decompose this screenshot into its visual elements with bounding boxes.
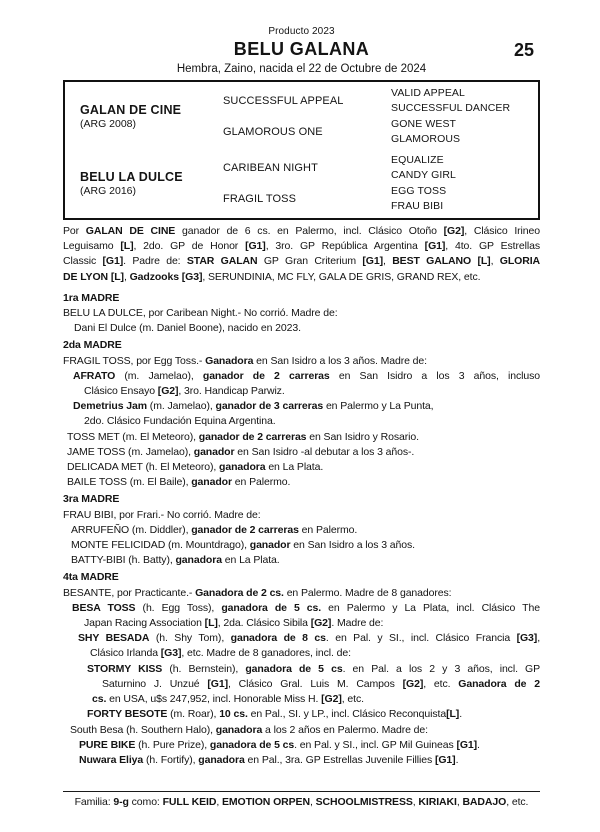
emphasis-text: ganadora de 5 cs — [209, 738, 295, 751]
sire-origin: (ARG 2008) — [80, 117, 137, 130]
emphasis-text: ganadora — [215, 723, 263, 736]
emphasis-text: GALAN DE CINE — [85, 225, 176, 237]
page-title: BELU GALANA — [233, 39, 370, 59]
text-line — [63, 738, 540, 753]
plain-text: , SERUNDINIA, MC FLY, GALA DE GRIS, GRAND REX, etc. — [202, 270, 481, 283]
emphasis-text: cs. — [92, 693, 107, 706]
emphasis-text: ganador de 2 carreras — [191, 523, 299, 536]
plain-text: en Pal., SI. y LP., incl. Clásico Reconquista — [247, 708, 447, 721]
plain-text: en Pal., 3ra. GP Estrellas Juvenile Fillies — [244, 753, 435, 766]
emphasis-text: 9-g — [113, 796, 129, 809]
text-line — [63, 306, 540, 321]
text-line — [63, 475, 540, 490]
emphasis-text: [G2] — [321, 693, 342, 706]
emphasis-text: PURE BIKE — [79, 738, 136, 751]
emphasis-text: ganadora de 8 cs — [230, 632, 326, 645]
emphasis-text: [G1] — [456, 738, 478, 751]
plain-text: . — [477, 738, 480, 751]
plain-text: , — [490, 255, 500, 268]
great-grandparent-name: EQUALIZE — [391, 154, 444, 166]
sire-block — [65, 85, 538, 147]
plain-text: FRAU BIBI, por Frari.- No corrió. Madre de: — [63, 508, 261, 521]
emphasis-text: DE LYON [L] — [63, 270, 124, 283]
emphasis-text: [G2] — [443, 225, 465, 237]
plain-text: como: — [128, 796, 163, 809]
text-line — [63, 692, 540, 707]
plain-text: (h. Bernstein), — [162, 662, 246, 675]
plain-text: en San Isidro a los 3 años, incluso — [329, 369, 541, 382]
text-line — [63, 723, 540, 738]
plain-text: en San Isidro y Rosario. — [306, 430, 419, 443]
emphasis-text: FULL KEID — [162, 796, 217, 809]
emphasis-text: [G1] — [362, 255, 383, 268]
plain-text: BELU LA DULCE, por Caribean Night.- No corrió. Madre de: — [63, 307, 338, 320]
dam-name: BELU LA DULCE — [80, 169, 183, 184]
plain-text: , — [412, 796, 419, 809]
plain-text: Dani El Dulce (m. Daniel Boone), nacido en 2023. — [74, 322, 301, 335]
text-line — [63, 523, 540, 538]
great-grandparents — [391, 117, 538, 146]
plain-text: en Palermo y La Punta, — [323, 400, 434, 413]
text-line — [63, 553, 540, 568]
plain-text: MONTE FELICIDAD (m. Mountdrago), — [71, 539, 250, 552]
dam-family-text — [63, 291, 540, 768]
plain-text: , etc. — [506, 796, 529, 809]
text-line — [63, 677, 540, 692]
emphasis-text: [G1] — [102, 255, 124, 268]
plain-text: (h. Shy Tom), — [149, 632, 231, 645]
text-line — [63, 399, 540, 414]
plain-text: (m. Jamelao), — [146, 400, 216, 413]
emphasis-text: ganadora de 5 cs — [245, 662, 343, 675]
text-line — [63, 270, 540, 285]
emphasis-text: [G2] — [157, 385, 179, 398]
plain-text: , — [216, 796, 222, 809]
emphasis-text: [G3] — [516, 632, 538, 645]
plain-text: (h. Egg Toss), — [135, 601, 222, 614]
plain-text: BESANTE, por Practicante.- — [63, 586, 196, 599]
emphasis-text: ganador de 2 carreras — [198, 430, 307, 443]
plain-text: en USA, u$s 247,952, incl. Honorable Miss H. — [106, 693, 322, 706]
emphasis-text: BESA TOSS — [72, 601, 136, 614]
plain-text: , etc. — [423, 677, 459, 690]
horse-description: Hembra, Zaino, nacida el 22 de Octubre de 2024 — [176, 63, 427, 75]
emphasis-text: ganador de 3 carreras — [215, 400, 324, 413]
plain-text: (m. Roar), — [167, 708, 220, 721]
emphasis-text: Gadzooks [G3] — [129, 270, 203, 283]
plain-text: (m. Jamelao), — [115, 369, 203, 382]
plain-text: en Palermo. — [231, 476, 291, 489]
granddam-row — [223, 184, 538, 213]
text-line — [63, 321, 540, 336]
dam-origin: (ARG 2016) — [80, 184, 137, 197]
plain-text: en Palermo. Madre de 8 ganadores: — [283, 586, 452, 599]
emphasis-text: 3ra MADRE — [63, 493, 120, 506]
emphasis-text: [L] — [204, 617, 218, 630]
emphasis-text: 2da MADRE — [63, 339, 122, 352]
plain-text: . en Pal. a los 2 y 3 años, incl. GP — [342, 662, 541, 675]
plain-text: (h. Fortify), — [143, 753, 199, 766]
catalog-number: 25 — [513, 40, 534, 60]
plain-text: , 2da. Clásico Sibila — [217, 617, 311, 630]
emphasis-text: Ganadora — [205, 354, 254, 367]
text-line — [63, 646, 540, 661]
emphasis-text: BEST GALANO [L] — [392, 255, 491, 268]
plain-text: , — [309, 796, 316, 809]
text-line — [63, 586, 540, 601]
emphasis-text: STORMY KISS — [87, 662, 163, 675]
emphasis-text: ganador de 2 carreras — [202, 369, 330, 382]
plain-text: . — [459, 708, 463, 721]
dam-cell — [65, 152, 223, 214]
plain-text: BAILE TOSS (m. El Baile), — [67, 476, 192, 489]
plain-text: en Palermo y La Plata, incl. Clásico The — [321, 601, 540, 614]
plain-text: Clásico Ensayo — [84, 385, 158, 398]
text-line — [63, 224, 540, 239]
plain-text: . en Pal. y SI., incl. GP Mil Guineas — [294, 738, 457, 751]
plain-text: , — [123, 270, 130, 283]
emphasis-text: AFRATO — [73, 369, 116, 382]
plain-text: . Madre de: — [331, 617, 384, 630]
pedigree-text — [63, 224, 540, 768]
text-line — [63, 601, 540, 616]
plain-text: Japan Racing Association — [84, 617, 205, 630]
pedigree-table — [63, 80, 540, 220]
sire-name: GALAN DE CINE — [80, 102, 182, 117]
plain-text: . en Pal. y SI., incl. Clásico Francia — [325, 632, 517, 645]
emphasis-text: EMOTION ORPEN — [221, 796, 310, 809]
great-grandparents — [391, 86, 538, 115]
great-grandparent-name: SUCCESSFUL DANCER — [391, 101, 511, 114]
plain-text: en La Plata. — [221, 554, 280, 567]
plain-text: Familia: — [74, 796, 114, 809]
plain-text: ARRUFEÑO (m. Diddler), — [71, 523, 192, 536]
granddam-row — [223, 117, 538, 146]
plain-text: Clásico Irlanda — [90, 647, 161, 660]
emphasis-text: [G1] — [207, 677, 228, 690]
plain-text: . Padre de: — [123, 255, 187, 268]
plain-text: GP Gran Criterium — [257, 255, 363, 268]
plain-text: BATTY-BIBI (h. Batty), — [71, 554, 176, 567]
plain-text: en Palermo. — [298, 523, 358, 536]
plain-text: , 4to. GP Estrellas — [445, 240, 540, 253]
great-grandparent-name: GLAMOROUS — [391, 132, 461, 145]
text-line — [63, 631, 540, 646]
plain-text: , — [537, 632, 541, 645]
plain-text: en La Plata. — [265, 461, 324, 474]
emphasis-text: Demetrius Jam — [73, 400, 147, 413]
emphasis-text: Ganadora de 2 cs. — [195, 586, 284, 599]
plain-text: (h. Pure Prize), — [135, 738, 210, 751]
text-line — [63, 538, 540, 553]
grandparent-name: GLAMOROUS ONE — [223, 125, 323, 138]
plain-text: FRAGIL TOSS, por Egg Toss.- — [63, 354, 206, 367]
sire-ancestors — [223, 85, 538, 147]
text-line — [63, 254, 540, 269]
plain-text: DELICADA MET (h. El Meteoro), — [67, 461, 220, 474]
plain-text: , Clásico Irineo — [464, 225, 540, 237]
emphasis-text: FORTY BESOTE — [87, 708, 168, 721]
great-grandparent-name: CANDY GIRL — [391, 168, 456, 181]
grandparent-name: CARIBEAN NIGHT — [223, 161, 318, 174]
emphasis-text: [G1] — [424, 240, 446, 253]
grandsire-row — [223, 153, 538, 182]
plain-text: en San Isidro a los 3 años. — [290, 539, 415, 552]
emphasis-text: STAR GALAN — [186, 255, 258, 268]
dam-block — [65, 152, 538, 214]
emphasis-text: [G1] — [245, 240, 266, 253]
text-line — [63, 508, 540, 523]
plain-text: , 2do. GP de Honor — [133, 240, 246, 253]
grandparent-name: FRAGIL TOSS — [223, 192, 297, 205]
emphasis-text: ganador — [249, 539, 291, 552]
text-line — [63, 445, 540, 460]
emphasis-text: KIRIAKI — [418, 796, 457, 809]
emphasis-text: [G3] — [160, 647, 182, 660]
plain-text: TOSS MET (m. El Meteoro), — [67, 430, 199, 443]
text-line — [63, 460, 540, 475]
emphasis-text: 10 cs. — [219, 708, 248, 721]
emphasis-text: ganadora de 5 cs. — [221, 601, 322, 614]
emphasis-text: BADAJO — [462, 796, 507, 809]
text-line — [63, 430, 540, 445]
product-year: Producto 2023 — [268, 26, 335, 37]
emphasis-text: [G1] — [434, 753, 456, 766]
plain-text: , 3ro. Handicap Parwiz. — [178, 385, 285, 398]
emphasis-text: ganadora — [198, 753, 245, 766]
emphasis-text: SHY BESADA — [78, 632, 150, 645]
plain-text: , etc. — [341, 693, 364, 706]
plain-text: . — [455, 753, 459, 766]
plain-text: , 3ro. GP República Argentina — [265, 240, 425, 253]
heading-1ra-madre — [63, 291, 540, 306]
family-footer — [63, 792, 540, 808]
plain-text: , — [383, 255, 393, 268]
great-grandparent-name: EGG TOSS — [391, 185, 447, 197]
plain-text: Classic — [63, 255, 103, 268]
great-grandparent-name: GONE WEST — [391, 118, 457, 130]
emphasis-text: ganadora — [219, 461, 266, 474]
text-line — [63, 384, 540, 399]
text-line — [63, 414, 540, 429]
heading-3ra-madre — [63, 492, 540, 507]
emphasis-text: 4ta MADRE — [63, 571, 119, 584]
plain-text: , Clásico Gral. Luis M. Campos — [228, 677, 403, 690]
emphasis-text: SCHOOLMISTRESS — [315, 796, 413, 809]
plain-text: Leguisamo — [63, 240, 121, 253]
heading-2da-madre — [63, 338, 540, 353]
plain-text: 2do. Clásico Fundación Equina Argentina. — [84, 415, 276, 428]
plain-text: en San Isidro a los 3 años. Madre de: — [253, 354, 427, 367]
emphasis-text: ganador — [191, 476, 232, 489]
sire-cell — [65, 85, 223, 147]
family-line — [63, 796, 540, 808]
plain-text: , — [456, 796, 463, 809]
sire-paragraph — [63, 224, 540, 285]
great-grandparent-name: VALID APPEAL — [391, 87, 465, 99]
plain-text: a los 2 años en Palermo. Madre de: — [262, 723, 428, 736]
emphasis-text: Ganadora de 2 — [458, 677, 540, 690]
grandparent-name: SUCCESSFUL APPEAL — [223, 94, 344, 107]
text-line — [63, 753, 540, 768]
emphasis-text: GLORIA — [499, 255, 540, 268]
grandsire-row — [223, 86, 538, 115]
emphasis-text: ganador — [193, 445, 235, 458]
text-line — [63, 616, 540, 631]
text-line — [63, 662, 540, 677]
emphasis-text: Nuwara Eliya — [79, 753, 144, 766]
emphasis-text: [L] — [446, 708, 460, 721]
plain-text: en San Isidro -al debutar a los 3 años-. — [234, 445, 415, 458]
emphasis-text: ganadora — [175, 554, 222, 567]
dam-ancestors — [223, 152, 538, 214]
text-line — [63, 239, 540, 254]
text-line — [63, 369, 540, 384]
emphasis-text: [G2] — [310, 617, 332, 630]
plain-text: Saturnino J. Unzué — [102, 677, 208, 690]
heading-4ta-madre — [63, 570, 540, 585]
emphasis-text: [L] — [120, 240, 134, 253]
great-grandparents — [391, 153, 538, 182]
plain-text: Por — [63, 225, 86, 237]
emphasis-text: [G2] — [402, 677, 424, 690]
text-line — [63, 354, 540, 369]
plain-text: South Besa (h. Southern Halo), — [70, 723, 216, 736]
title-row — [63, 39, 540, 61]
emphasis-text: 1ra MADRE — [63, 291, 120, 304]
great-grandparent-name: FRAU BIBI — [391, 199, 444, 212]
plain-text: JAME TOSS (m. Jamelao), — [67, 445, 194, 458]
text-line — [63, 707, 540, 722]
plain-text: ganador de 6 cs. en Palermo, incl. Clásico Otoño — [175, 225, 444, 237]
plain-text: , etc. Madre de 8 ganadores, incl. de: — [181, 647, 351, 660]
great-grandparents — [391, 184, 538, 213]
